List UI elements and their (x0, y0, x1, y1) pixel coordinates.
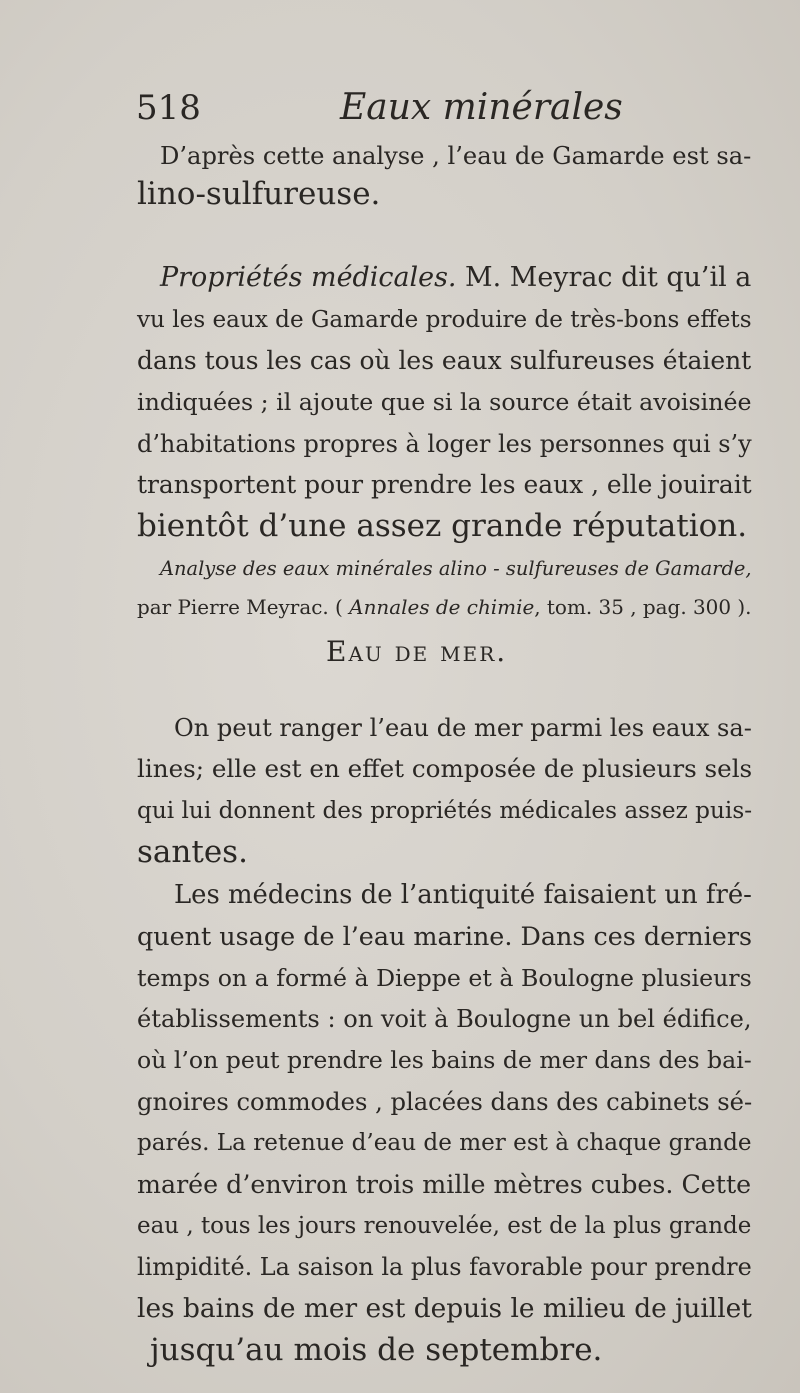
paragraph-line: qui lui donnent des propriétés médicales assez puis- (137, 797, 753, 824)
reference-title: Analyse des eaux minérales alino - sulfureuses de Gamarde, (160, 557, 752, 581)
paragraph-line: lino-sulfureuse. (137, 175, 381, 212)
paragraph-line: où l’on peut prendre les bains de mer dans des bai- (137, 1046, 752, 1075)
paragraph-line: marée d’environ trois mille mètres cubes. Cette (137, 1169, 752, 1199)
paragraph-line: limpidité. La saison la plus favorable pour prendre (137, 1253, 752, 1282)
paragraph-text: M. Meyrac dit qu’il a (456, 262, 752, 294)
paragraph-line: quent usage de l’eau marine. Dans ces derniers (137, 921, 753, 952)
paragraph-line: établissements : on voit à Boulogne un bel édifice, (137, 1005, 752, 1034)
paragraph-line: jusqu’au mois de septembre. (150, 1332, 603, 1368)
page-header (136, 88, 736, 132)
paragraph-line: dans tous les cas où les eaux sulfureuses étaient (137, 345, 752, 375)
paragraph-line: d’habitations propres à loger les personnes qui s’y (137, 429, 752, 458)
paragraph-line: temps on a formé à Dieppe et à Boulogne plusieurs (137, 963, 752, 992)
reference-source: par Pierre Meyrac. ( Annales de chimie, tom. 35 , pag. 300 ). (137, 595, 752, 620)
running-title: Eaux minérales (340, 87, 623, 128)
paragraph-line: transportent pour prendre les eaux , elle jouirait (137, 470, 752, 500)
section-lead: Propriétés médicales. (160, 262, 457, 294)
paragraph-line: santes. (137, 833, 248, 870)
paragraph-line: On peut ranger l’eau de mer parmi les eaux sa- (174, 713, 752, 742)
paragraph-line: gnoires commodes , placées dans des cabinets sé- (137, 1087, 753, 1116)
paragraph-line: bientôt d’une assez grande réputation. (137, 508, 748, 545)
paragraph-line: Les médecins de l’antiquité faisaient un fré- (174, 880, 752, 911)
paragraph-line: eau , tous les jours renouvelée, est de la plus grande (137, 1212, 752, 1239)
page-number: 518 (136, 88, 201, 128)
section-heading: Eau de mer. (326, 635, 508, 669)
paragraph-line (160, 258, 751, 298)
paragraph-line: vu les eaux de Gamarde produire de très-bons effets (137, 306, 752, 333)
paragraph-line: indiquées ; il ajoute que si la source était avoisinée (137, 388, 752, 417)
paragraph-line: parés. La retenue d’eau de mer est à chaque grande (137, 1130, 752, 1157)
paragraph-line: lines; elle est en effet composée de plusieurs sels (137, 754, 753, 784)
paragraph-line: D’après cette analyse , l’eau de Gamarde est sa- (160, 142, 752, 170)
paragraph-line: les bains de mer est depuis le milieu de juillet (137, 1292, 752, 1324)
